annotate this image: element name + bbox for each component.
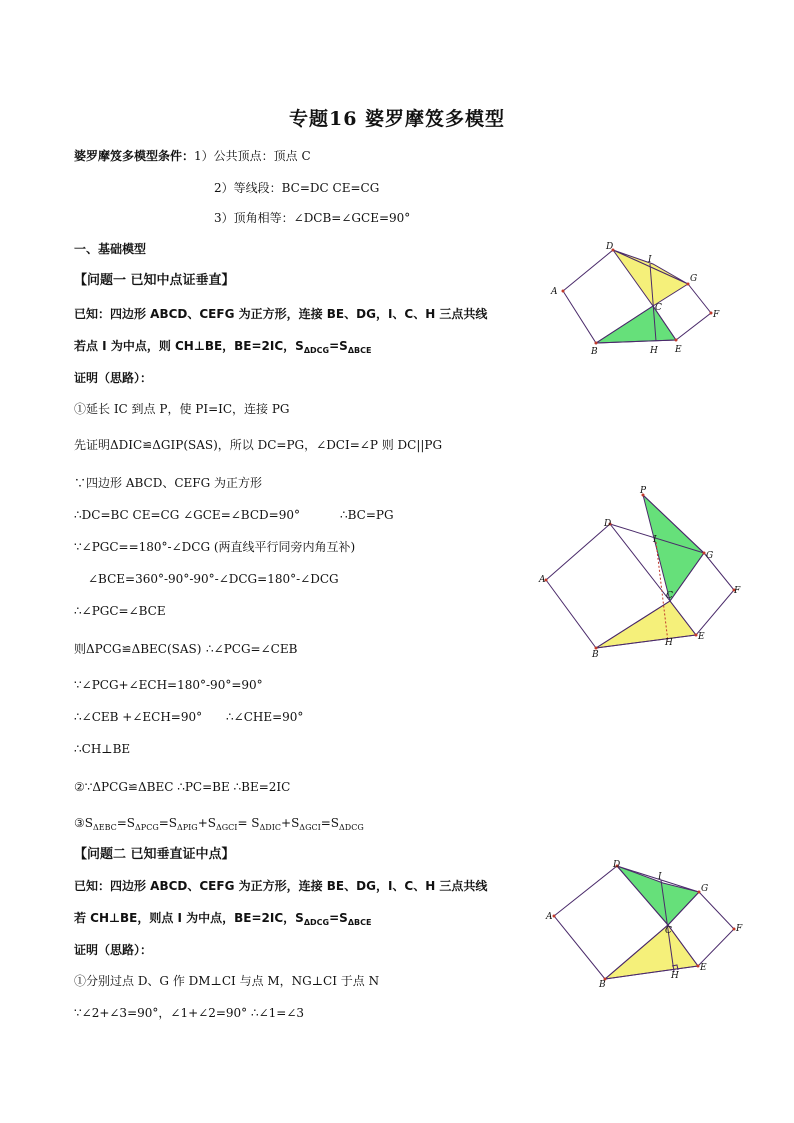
figure-1-diagram [540, 240, 730, 365]
subscript: ΔGCI [299, 823, 321, 832]
page-title: 专题16 婆罗摩笈多模型 [288, 108, 506, 130]
area-text: =S [116, 816, 136, 830]
proof-line: ∵∠2+∠3=90°，∠1+∠2=90° ∴∠1=∠3 [74, 1006, 305, 1020]
subscript: ΔDCG [303, 346, 330, 355]
subscript: ΔBCE [347, 918, 372, 927]
label-c: C [665, 926, 672, 936]
proof-line: ∴∠PCG=∠CEB [206, 642, 298, 656]
label-g: G [701, 884, 709, 894]
proof-line: ∴CH⊥BE [74, 742, 131, 756]
proof-line: ∴BC=PG [340, 508, 394, 522]
subscript: ΔPIG [176, 823, 198, 832]
section-heading: 一、基础模型 [74, 242, 147, 256]
figure-3-diagram [538, 856, 748, 992]
label-f: F [734, 586, 741, 596]
proof-line: ∴∠PGC=∠BCE [74, 604, 166, 618]
subscript: ΔDIC [259, 823, 282, 832]
area-text: +S [281, 816, 300, 830]
proof-line: ①分别过点 D、G 作 DM⊥CI 与点 M，NG⊥CI 于点 N [74, 974, 380, 988]
label-d: D [604, 519, 612, 529]
area-text: =S [320, 816, 340, 830]
figure-2-diagram [534, 484, 744, 664]
problem2-heading: 【问题二 已知垂直证中点】 [74, 847, 235, 862]
problem2-given-1: 已知：四边形 ABCD、CEFG 为正方形，连接 BE、DG，I、C、H 三点共线 [74, 879, 488, 893]
proof-line: 先证明ΔDIC≌ΔGIP(SAS)，所以 DC=PG，∠DCI=∠P 则 DC||PG [74, 438, 443, 452]
proof-line: ∠BCE=360°-90°-90°-∠DCG=180°-∠DCG [88, 572, 339, 586]
label-a: A [539, 575, 546, 585]
label-b: B [592, 650, 599, 660]
equals-text: =S [329, 911, 348, 925]
subscript: ΔDCG [303, 918, 330, 927]
label-h: H [665, 638, 673, 648]
proof-line: ∴∠CHE=90° [226, 710, 304, 724]
area-equation [74, 815, 364, 831]
label-d: D [613, 860, 621, 870]
problem1-heading: 【问题一 已知中点证垂直】 [74, 273, 235, 288]
equals-text: =S [329, 339, 348, 353]
label-g: G [706, 551, 714, 561]
label-a: A [546, 912, 553, 922]
label-g: G [690, 274, 698, 284]
label-f: F [713, 310, 720, 320]
conditions-label: 婆罗摩笈多模型条件： [74, 149, 195, 163]
label-f: F [736, 924, 743, 934]
label-p: P [640, 486, 647, 496]
subscript: ΔEBC [92, 823, 117, 832]
condition-1: 1）公共顶点：顶点 C [194, 149, 311, 163]
label-b: B [599, 980, 606, 990]
area-text: = S [237, 816, 260, 830]
green-triangle-pcg [643, 495, 704, 601]
label-h: H [650, 346, 658, 356]
label-h: H [671, 971, 679, 981]
proof-line: 则ΔPCG≌ΔBEC(SAS) [74, 642, 202, 656]
label-a: A [551, 287, 558, 297]
area-text: ③S [74, 816, 93, 830]
problem2-proof-label: 证明（思路）： [74, 943, 153, 957]
area-text: =S [158, 816, 177, 830]
proof-line: ②∵ΔPCG≌ΔBEC ∴PC=BE ∴BE=2IC [74, 780, 291, 794]
conditions-line-1 [74, 148, 311, 164]
proof-line: ∴∠CEB +∠ECH=90° [74, 710, 203, 724]
subscript: ΔPCG [135, 823, 159, 832]
condition-3: 3）顶角相等：∠DCB=∠GCE=90° [214, 211, 411, 225]
proof-line: ∵四边形 ABCD、CEFG 为正方形 [74, 476, 262, 490]
label-i: I [653, 535, 657, 545]
problem2-given-2 [74, 910, 371, 926]
yellow-triangle-bce [596, 601, 696, 648]
label-c: C [666, 591, 673, 601]
problem1-given-2 [74, 338, 371, 354]
problem1-given-1: 已知：四边形 ABCD、CEFG 为正方形，连接 BE、DG，I、C、H 三点共线 [74, 307, 488, 321]
subscript: ΔDCG [339, 823, 364, 832]
given-text: 若点 I 为中点，则 CH⊥BE，BE=2IC，S [74, 339, 304, 353]
condition-2: 2）等线段：BC=DC CE=CG [214, 181, 380, 195]
problem1-proof-label: 证明（思路）： [74, 371, 153, 385]
label-i: I [658, 872, 662, 882]
proof-line: ∵∠PGC==180°-∠DCG (两直线平行同旁内角互补) [74, 540, 356, 554]
label-c: C [655, 303, 662, 313]
green-triangle [596, 306, 676, 343]
label-e: E [700, 963, 707, 973]
proof-line: ∵∠PCG+∠ECH=180°-90°=90° [74, 678, 263, 692]
label-e: E [698, 632, 705, 642]
label-e: E [675, 345, 682, 355]
yellow-triangle-bce [605, 925, 698, 979]
subscript: ΔBCE [347, 346, 372, 355]
proof-line: ①延长 IC 到点 P，使 PI=IC，连接 PG [74, 402, 290, 416]
proof-line: ∴DC=BC CE=CG ∠GCE=∠BCD=90° [74, 508, 300, 522]
label-d: D [606, 242, 614, 252]
label-i: I [648, 255, 652, 265]
given-text: 若 CH⊥BE，则点 I 为中点，BE=2IC，S [74, 911, 304, 925]
area-text: +S [197, 816, 216, 830]
subscript: ΔGCI [215, 823, 238, 832]
label-b: B [591, 347, 598, 357]
